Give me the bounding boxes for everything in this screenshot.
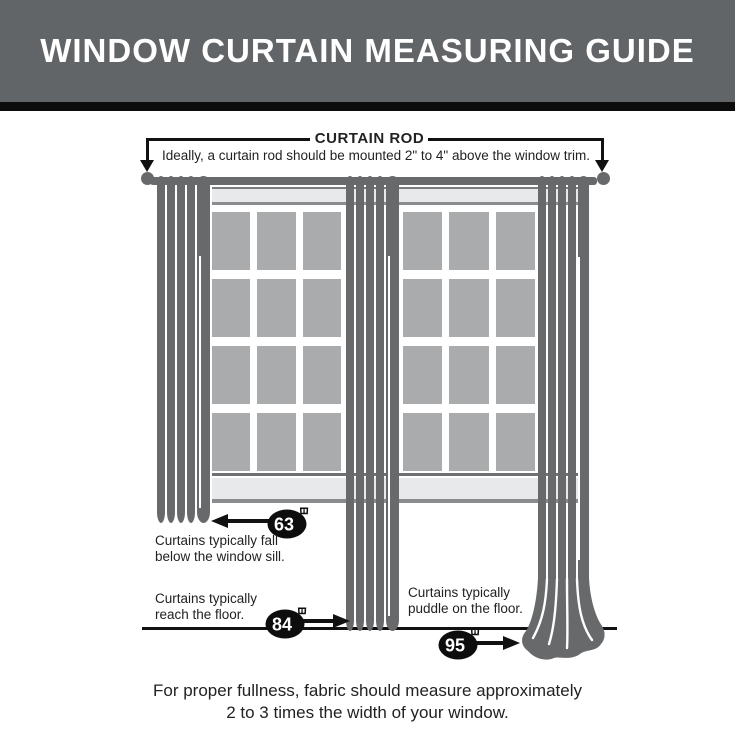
window-pane	[257, 346, 295, 404]
window-pane	[403, 346, 442, 404]
curtain-pleat	[568, 176, 576, 582]
footer-line: 2 to 3 times the width of your window.	[226, 703, 509, 722]
curtain-pleat	[366, 176, 374, 631]
curtain-pleat	[548, 176, 556, 582]
window-pane	[403, 279, 442, 337]
window-pane	[212, 212, 250, 270]
measure-arrow-63-head-icon	[211, 514, 228, 528]
curtain-pleat	[356, 176, 364, 631]
curtain-pleat	[538, 176, 546, 582]
curtain-fold-line	[199, 256, 201, 508]
annotation-reach-floor	[155, 591, 257, 623]
footer-line: For proper fullness, fabric should measure approximately	[153, 681, 582, 700]
curtain-rod-label: CURTAIN ROD	[314, 130, 425, 147]
footer-note	[0, 680, 735, 724]
window-pane	[257, 279, 295, 337]
badge-unit: "	[300, 506, 308, 523]
header-divider	[0, 102, 735, 111]
annotation-line: puddle on the floor.	[408, 601, 523, 616]
annotation-line: Curtains typically	[155, 591, 258, 606]
annotation-line: reach the floor.	[155, 607, 245, 622]
curtain-pleat	[177, 176, 185, 523]
curtain-pleat	[346, 176, 354, 631]
window-pane	[403, 212, 442, 270]
window-pane	[257, 413, 295, 471]
curtain-right-95	[538, 176, 589, 582]
window-pane	[303, 413, 341, 471]
curtain-fold-line	[578, 257, 580, 560]
badge-unit: "	[298, 606, 306, 623]
curtain-pleat	[167, 176, 175, 523]
badge-value: 84	[271, 614, 293, 635]
curtain-pleat	[558, 176, 566, 582]
annotation-below-sill	[155, 533, 285, 565]
window-pane	[212, 279, 250, 337]
rod-finial-right	[597, 172, 610, 185]
badge-value: 63	[273, 514, 295, 535]
curtain-pleat	[376, 176, 384, 631]
annotation-line: Curtains typically	[408, 585, 511, 600]
window-pane	[403, 413, 442, 471]
badge-unit: "	[471, 627, 479, 644]
window-pane	[257, 212, 295, 270]
window-pane	[303, 346, 341, 404]
curtain-pleat	[157, 176, 165, 523]
window-sill-bottom-line	[212, 499, 588, 503]
window-pane	[303, 279, 341, 337]
window-pane	[496, 279, 535, 337]
measurement-badge-84	[263, 604, 311, 642]
header-banner	[0, 0, 735, 102]
window-sill-top-line	[212, 473, 588, 476]
window-pane	[212, 413, 250, 471]
window-pane	[496, 212, 535, 270]
curtain-pleat	[187, 176, 195, 523]
window-trim-bottom-line	[212, 202, 588, 205]
curtain-puddle	[518, 578, 606, 665]
bracket-line-right	[428, 138, 604, 141]
window-sill	[212, 478, 588, 499]
curtain-rod-description: Ideally, a curtain rod should be mounted 2" to 4" above the window trim.	[161, 148, 591, 163]
measure-arrow-95-head-icon	[503, 636, 520, 650]
window-pane	[496, 413, 535, 471]
window-pane	[449, 413, 488, 471]
curtain-left-63	[157, 176, 210, 523]
window-pane	[212, 346, 250, 404]
window-pane	[303, 212, 341, 270]
window-panes-right	[403, 212, 535, 471]
annotation-line: below the window sill.	[155, 549, 285, 564]
annotation-puddle-floor	[408, 585, 523, 617]
curtain-center-84	[346, 176, 399, 631]
curtain-fold-line	[388, 256, 390, 616]
window-trim-top	[212, 189, 588, 202]
bracket-line-left	[147, 138, 310, 141]
measurement-badge-95	[436, 625, 484, 663]
annotation-line: Curtains typically fall	[155, 533, 279, 548]
rod-finial-left	[141, 172, 154, 185]
window-pane	[449, 212, 488, 270]
page-title: WINDOW CURTAIN MEASURING GUIDE	[40, 32, 695, 69]
badge-value: 95	[444, 635, 466, 656]
window-pane	[496, 346, 535, 404]
window-panes-left	[212, 212, 341, 471]
window-pane	[449, 279, 488, 337]
measure-arrow-84-head-icon	[333, 614, 350, 628]
window-pane	[449, 346, 488, 404]
